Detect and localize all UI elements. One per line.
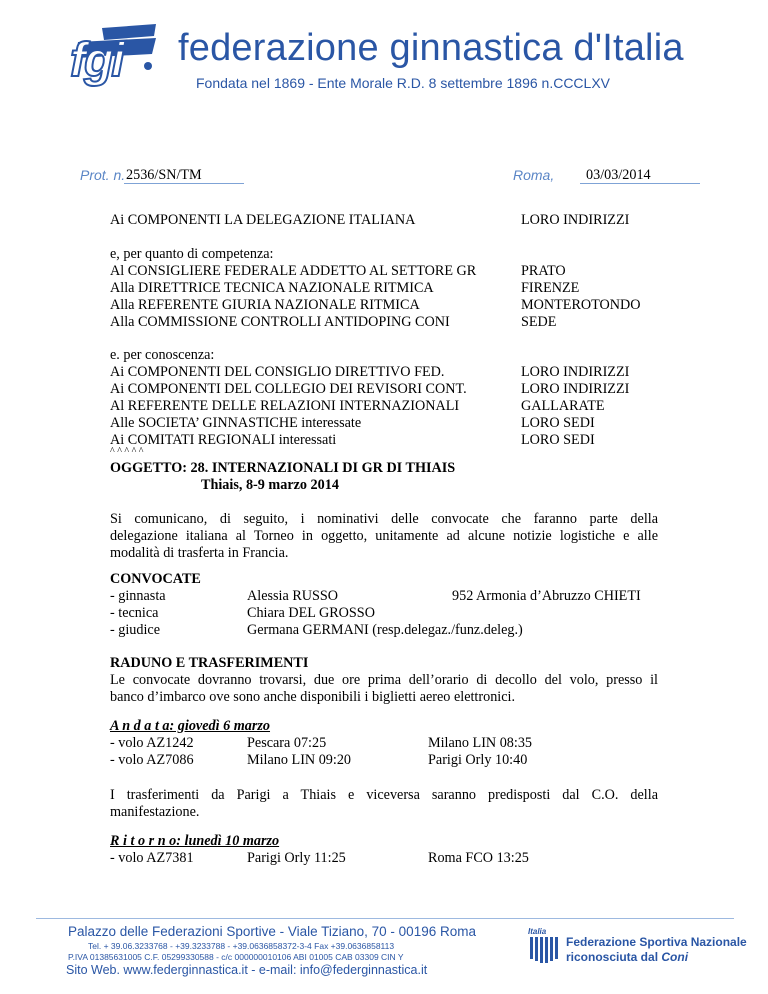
recipient-name: Al CONSIGLIERE FEDERALE ADDETTO AL SETTORE GR [110,263,477,279]
list-item [110,398,670,415]
ritorno-heading: R i t o r n o: lunedì 10 marzo [110,833,280,849]
list-item [110,297,670,314]
flight-departure: Pescara 07:25 [247,735,327,751]
recipient-name: Alla DIRETTRICE TECNICA NAZIONALE RITMICA [110,280,434,296]
convocate-club: 952 Armonia d’Abruzzo CHIETI [452,588,641,604]
recipient-address: LORO INDIRIZZI [521,364,630,380]
primary-recipient-address: LORO INDIRIZZI [521,212,630,228]
intro-line-2: delegazione italiana al Torneo in oggetto, unitamente ad alcune notizie logistiche e alle [110,528,658,544]
recipient-name: Ai COMPONENTI DEL CONSIGLIO DIRETTIVO FED. [110,364,445,380]
flight-number: - volo AZ1242 [110,735,194,751]
intro-line-1: Si comunicano, di seguito, i nominativi delle convocate che faranno parte della [110,511,658,527]
convocate-name: Chiara DEL GROSSO [247,605,375,621]
recipient-address: LORO SEDI [521,432,595,448]
footer-phone: Tel. + 39.06.3233768 - +39.3233788 - +39.0636858372-3-4 Fax +39.0636858113 [88,941,395,951]
flight-departure: Parigi Orly 11:25 [247,850,346,866]
recipient-address: LORO INDIRIZZI [521,381,630,397]
recipient-name: Al REFERENTE DELLE RELAZIONI INTERNAZIONALI [110,398,460,414]
recipient-name: Ai COMPONENTI DEL COLLEGIO DEI REVISORI CONT. [110,381,467,397]
subject-place-date: Thiais, 8-9 marzo 2014 [201,477,339,493]
convocate-name: Germana GERMANI (resp.delegaz./funz.deleg.) [247,622,523,638]
subject-line: OGGETTO: 28. INTERNAZIONALI DI GR DI THIAIS [110,460,456,476]
convocate-role: - giudice [110,622,161,638]
list-item [110,605,670,622]
table-row [110,850,670,867]
list-item [110,622,670,639]
primary-recipient-name: Ai COMPONENTI LA DELEGAZIONE ITALIANA [110,212,416,228]
recipient-address: SEDE [521,314,557,330]
org-tagline: Fondata nel 1869 - Ente Morale R.D. 8 settembre 1896 n.CCCLXV [196,75,610,91]
knowledge-list [110,364,670,449]
coni-line-2-brand: Coni [661,950,689,964]
coni-shield-icon [530,937,560,965]
raduno-heading: RADUNO E TRASFERIMENTI [110,655,309,671]
recipient-name: Alla REFERENTE GIURIA NAZIONALE RITMICA [110,297,420,313]
knowledge-intro: e. per conoscenza: [110,347,215,363]
transfer-line-2: manifestazione. [110,804,200,820]
footer-web: Sito Web. www.federginnastica.it - e-mail: info@federginnastica.it [66,963,428,977]
footer-divider [36,918,734,919]
coni-line-2 [566,950,688,964]
table-row [110,735,670,752]
fgi-logo [64,20,160,86]
flight-departure: Milano LIN 09:20 [247,752,352,768]
footer-tax: P.IVA 01385631005 C.F. 05299330588 - c/c 000000010106 ABI 01005 CAB 03309 CIN Y [68,952,404,962]
date-value: 03/03/2014 [586,167,651,183]
flight-arrival: Milano LIN 08:35 [428,735,533,751]
raduno-line-1: Le convocate dovranno trovarsi, due ore prima dell’orario di decollo del volo, presso il [110,672,658,688]
ritorno-flights [110,850,670,867]
list-item [110,280,670,297]
convocate-role: - tecnica [110,605,159,621]
competence-list [110,263,670,331]
list-item [110,381,670,398]
coni-line-2-prefix: riconosciuta dal [566,950,659,964]
flight-arrival: Parigi Orly 10:40 [428,752,528,768]
convocate-role: - ginnasta [110,588,166,604]
logo-text: fgi [70,34,123,87]
competence-intro: e, per quanto di competenza: [110,246,274,262]
transfer-line-1: I trasferimenti da Parigi a Thiais e viceversa saranno predisposti dal C.O. della [110,787,658,803]
flight-number: - volo AZ7381 [110,850,194,866]
list-item [110,364,670,381]
flight-number: - volo AZ7086 [110,752,194,768]
recipient-address: GALLARATE [521,398,605,414]
recipient-address: PRATO [521,263,566,279]
footer-address: Palazzo delle Federazioni Sportive - Viale Tiziano, 70 - 00196 Roma [68,924,476,939]
recipient-address: LORO SEDI [521,415,595,431]
intro-line-3: modalità di trasferta in Francia. [110,545,289,561]
table-row [110,752,670,769]
protocol-number: 2536/SN/TM [126,167,202,183]
raduno-line-2: banco d’imbarco ove sono anche disponibili i biglietti aereo elettronici. [110,689,516,705]
coni-logo [528,927,562,967]
flight-arrival: Roma FCO 13:25 [428,850,529,866]
recipient-name: Ai COMITATI REGIONALI interessati [110,432,337,448]
coni-line-1: Federazione Sportiva Nazionale [566,935,747,949]
org-name: federazione ginnastica d'Italia [178,27,684,69]
list-item [110,314,670,331]
recipient-address: FIRENZE [521,280,580,296]
date-label: Roma, [513,167,555,183]
andata-flights [110,735,670,769]
protocol-label: Prot. n. [80,167,126,183]
convocate-heading: CONVOCATE [110,571,201,587]
andata-heading: A n d a t a: giovedì 6 marzo [110,718,271,734]
convocate-list [110,588,670,639]
convocate-name: Alessia RUSSO [247,588,339,604]
list-item [110,263,670,280]
protocol-underline [124,183,244,184]
recipient-name: Alle SOCIETA’ GINNASTICHE interessate [110,415,362,431]
list-item [110,415,670,432]
coni-brand: Italia [528,927,547,936]
separator-carets: ^ ^ ^ ^ ^ [110,446,144,457]
list-item [110,432,670,449]
recipient-name: Alla COMMISSIONE CONTROLLI ANTIDOPING CONI [110,314,450,330]
recipient-address: MONTEROTONDO [521,297,641,313]
date-underline [580,183,700,184]
list-item [110,588,670,605]
